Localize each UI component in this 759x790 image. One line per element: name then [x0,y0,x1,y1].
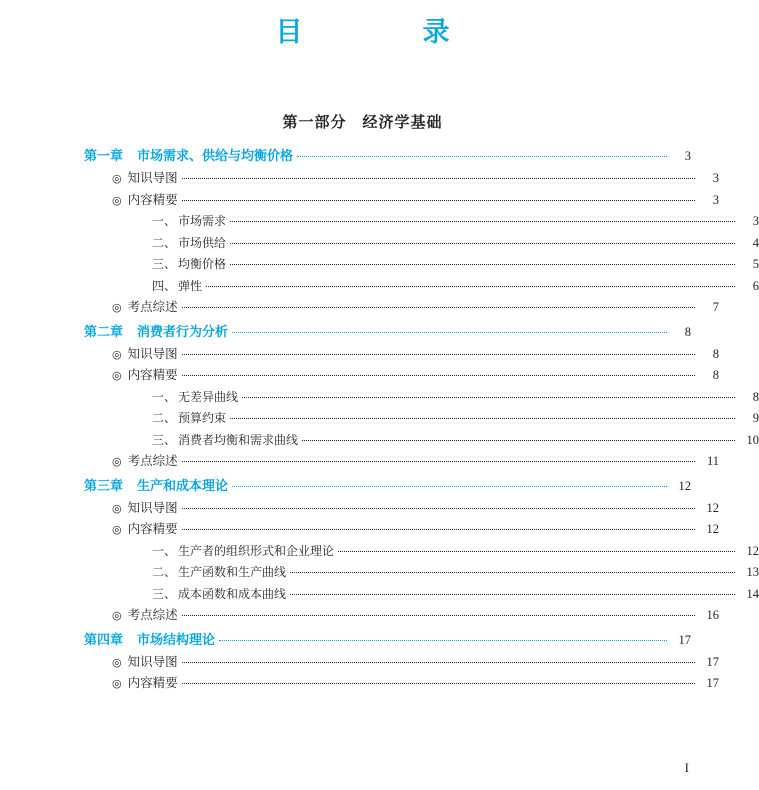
toc-entry-item[interactable] [84,215,759,228]
toc-entry-label [84,150,293,163]
toc-page-number: 8 [712,346,719,361]
section-name: 内容精要 [127,675,178,690]
item-name: 成本函数和成本曲线 [178,586,287,601]
toc-entry-label [152,566,286,578]
item-name: 消费者均衡和需求曲线 [178,432,299,447]
toc-page-number: 14 [746,586,759,601]
toc-entry-label [112,345,178,361]
dot-leader [230,221,735,222]
item-name: 市场需求 [178,214,227,228]
section-name: 知识导图 [127,499,178,515]
toc-entry-item[interactable] [84,545,759,558]
dot-leader [182,200,695,201]
toc-entry-label [112,523,178,536]
dot-leader [338,551,735,552]
item-number: 二、 [152,411,177,425]
item-name: 无差异曲线 [178,389,239,404]
toc-entry-section[interactable] [84,455,719,468]
section-bullet-icon: ◎ [112,193,122,207]
section-bullet-icon: ◎ [112,172,122,185]
item-number: 二、 [152,565,177,579]
toc-entry-item[interactable] [84,237,759,250]
dot-leader [230,243,735,244]
dot-leader [182,662,695,663]
toc-entry-chapter[interactable] [84,150,691,163]
toc-page-number: 5 [752,257,759,271]
toc-page-number: 10 [746,432,759,447]
dot-leader [232,332,667,333]
dot-leader [182,508,695,509]
dot-leader [182,529,695,530]
page-folio: I [684,760,689,775]
toc-page-number: 11 [706,454,719,468]
section-bullet-icon: ◎ [112,609,122,622]
toc-entry-chapter[interactable] [84,326,691,339]
item-name: 均衡价格 [178,257,227,271]
toc-entry-section[interactable] [84,523,719,536]
toc-page-number: 17 [678,632,691,647]
item-number: 四、 [152,278,177,293]
toc-page-number: 8 [712,368,719,382]
toc-entry-label [112,677,178,690]
section-name: 考点综述 [127,607,178,622]
toc-page-number: 12 [746,543,759,558]
chapter-name: 消费者行为分析 [137,324,229,340]
section-bullet-icon: ◎ [112,677,122,690]
toc-entry-label [112,301,178,314]
toc-entry-item[interactable] [84,280,759,293]
toc-page-number: 3 [684,149,691,163]
section-name: 知识导图 [127,653,178,669]
dot-leader [230,264,735,265]
toc-entry-label [112,609,178,622]
dot-leader [302,440,735,441]
toc-entry-label [112,191,178,207]
chapter-name: 生产和成本理论 [137,478,229,494]
section-bullet-icon: ◎ [112,369,122,382]
section-name: 内容精要 [127,191,178,207]
dot-leader [182,354,695,355]
section-name: 考点综述 [127,299,178,314]
toc-entry-list [0,149,759,690]
toc-entry-label [112,653,178,669]
section-bullet-icon: ◎ [112,523,122,536]
toc-entry-section[interactable] [84,677,719,690]
toc-page-number: 17 [706,676,719,690]
page-title: 目 录 [275,17,472,48]
toc-page-number: 3 [712,171,719,185]
toc-entry-label [152,391,238,403]
toc-entry-chapter[interactable] [84,634,691,647]
dot-leader [182,615,695,616]
toc-entry-item[interactable] [84,566,759,579]
toc-entry-label [84,326,228,339]
toc-entry-section[interactable] [84,653,719,669]
toc-page-number: 17 [706,654,719,669]
toc-entry-label [152,280,202,292]
dot-leader [182,178,695,179]
item-name: 生产函数和生产曲线 [178,565,287,579]
toc-entry-label [152,545,334,557]
toc-entry-section[interactable] [84,191,719,207]
dot-leader [297,156,667,157]
toc-page-number: 3 [752,214,759,228]
item-number: 三、 [152,257,177,271]
item-name: 弹性 [178,278,203,293]
toc-entry-section[interactable] [84,369,719,382]
toc-entry-label [112,369,178,382]
toc-page-number: 3 [712,192,719,207]
dot-leader [290,572,735,573]
chapter-number: 第一章 [84,149,124,164]
toc-entry-label [152,237,226,249]
toc-entry-section[interactable] [84,345,719,361]
item-number: 三、 [152,432,177,447]
section-bullet-icon: ◎ [112,347,122,361]
dot-leader [182,461,695,462]
toc-entry-label [152,215,226,227]
item-name: 预算约束 [178,411,227,425]
toc-page-number: 12 [706,500,719,515]
toc-entry-label [152,258,226,270]
toc-entry-label [112,499,178,515]
item-number: 一、 [152,543,177,558]
toc-entry-section[interactable] [84,609,719,622]
toc-page-number: 6 [752,278,759,293]
section-bullet-icon: ◎ [112,655,122,669]
toc-entry-chapter[interactable] [84,480,691,493]
dot-leader [182,683,695,684]
toc-entry-item[interactable] [84,391,759,404]
section-bullet-icon: ◎ [112,301,122,314]
toc-entry-item[interactable] [84,258,759,271]
toc-entry-label [112,455,178,468]
toc-entry-label [84,634,215,647]
toc-entry-label [84,480,228,493]
chapter-name: 市场结构理论 [137,632,216,648]
item-number: 一、 [152,214,177,228]
dot-leader [290,594,735,595]
item-name: 市场供给 [178,235,227,250]
dot-leader [219,640,667,641]
section-name: 内容精要 [127,521,178,536]
toc-page-number: 12 [706,522,719,536]
toc-entry-item[interactable] [84,588,759,601]
item-name: 生产者的组织形式和企业理论 [178,543,335,558]
section-name: 知识导图 [127,170,178,185]
chapter-name: 市场需求、供给与均衡价格 [137,149,294,164]
toc-entry-label [152,588,286,600]
toc-entry-label [152,412,226,424]
toc-entry-label [152,434,298,446]
dot-leader [230,418,735,419]
toc-page-number: 7 [712,300,719,314]
dot-leader [182,307,695,308]
item-number: 一、 [152,389,177,404]
toc-entry-label [112,172,178,185]
dot-leader [242,397,735,398]
toc-entry-item[interactable] [84,434,759,447]
toc-page-number: 8 [752,389,759,404]
section-bullet-icon: ◎ [112,501,122,515]
item-number: 三、 [152,586,177,601]
toc-entry-section[interactable] [84,172,719,185]
dot-leader [232,486,667,487]
section-bullet-icon: ◎ [112,455,122,468]
chapter-number: 第二章 [84,324,124,340]
section-name: 内容精要 [127,367,178,382]
item-number: 二、 [152,235,177,250]
toc-page-number: 8 [684,324,691,339]
chapter-number: 第三章 [84,478,124,494]
dot-leader [206,286,735,287]
toc-page-number: 4 [752,235,759,250]
toc-page-number: 13 [746,565,759,579]
toc-entry-item[interactable] [84,412,759,425]
toc-entry-section[interactable] [84,499,719,515]
toc-page-number: 12 [678,478,691,493]
section-name: 知识导图 [127,345,178,361]
toc-page-number: 9 [752,411,759,425]
chapter-number: 第四章 [84,632,124,648]
section-name: 考点综述 [127,453,178,468]
toc-page-number: 16 [706,608,719,622]
dot-leader [182,375,695,376]
toc-entry-section[interactable] [84,301,719,314]
part-heading: 第一部分 经济学基础 [282,113,443,131]
